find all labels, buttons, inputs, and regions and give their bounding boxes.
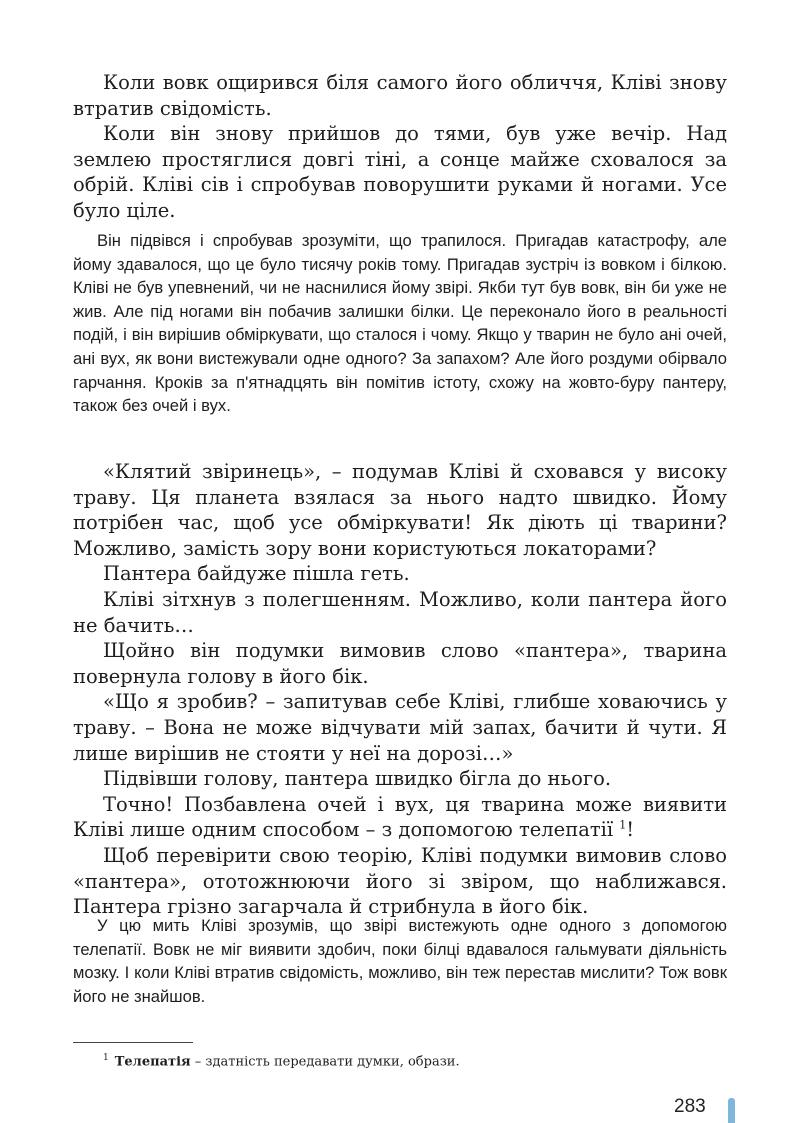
page-edge-marker — [728, 1098, 735, 1123]
footnote-number: 1 — [103, 1053, 109, 1063]
paragraph: Кліві зітхнув з полегшенням. Можливо, коли пантера його не бачить… — [73, 587, 727, 637]
story-block-1 — [73, 70, 727, 224]
paragraph: Підвівши голову, пантера швидко бігла до нього. — [103, 767, 612, 791]
paragraph: Коли вовк ощирився біля самого його обличчя, Кліві знову втратив свідомість. — [73, 71, 727, 120]
paragraph: Щоб перевірити свою теорію, Кліві подумки вимовив слово «пантера», ототожнюючи його зі звіром, що наближався. Пантера грізно загарчала й стрибнула в його бік. — [73, 843, 727, 919]
footnote-divider — [73, 1042, 193, 1043]
paragraph-text: Точно! Позбавлена очей і вух, ця тварина може виявити Кліві лише одним способом – з допомогою телепатії — [73, 792, 727, 842]
retold-block-1 — [73, 229, 727, 418]
paragraph: Коли він знову прийшов до тями, був уже вечір. Над землею простяглися довгі тіні, а сонце майже сховалося за обрій. Кліві сів і спробував поворушити руками й ногами. Усе було ціле. — [73, 122, 727, 222]
footnote-reference: 1 — [619, 818, 627, 832]
footnote-term: Телепатія — [114, 1054, 191, 1070]
paragraph-end: ! — [626, 818, 635, 842]
paragraph: «Що я зробив? – запитував себе Кліві, глибше ховаючись у траву. – Вона не може відчувати мій запах, бачити й чути. Я лише вирішив не стояти у неї на дорозі…» — [73, 690, 727, 765]
paragraph: Щойно він подумки вимовив слово «пантера», тварина повернула голову в його бік. — [73, 639, 727, 688]
footnote-definition: – здатність передавати думки, образи. — [190, 1054, 460, 1070]
paragraph: Пантера байдуже пішла геть. — [103, 562, 410, 586]
footnote — [103, 1049, 723, 1071]
story-block-2 — [73, 459, 727, 920]
paragraph — [73, 792, 727, 843]
page-number: 283 — [674, 1096, 706, 1117]
paragraph: Він підвівся і спробував зрозуміти, що трапилося. Пригадав катастрофу, але йому здавалося, що це було тисячу років тому. Пригадав зустріч із вовком і білкою. Кліві не був упевнений, чи не наснилися йому звірі. Якби тут був вовк, він би уже не жив. Але під ногами він побачив залишки білки. Це переконало його в реальності подій, і він вирішив обміркувати, що сталося і чому. Якщо у тварин не було ані очей, ані вух, як вони вистежували одне одного? За запахом? Але його роздуми обірвало гарчання. Кроків за п'ятнадцять він помітив істоту, схожу на жовто-буру пантеру, також без очей і вух. — [73, 231, 727, 416]
retold-block-2 — [73, 914, 727, 1008]
paragraph: «Клятий звіринець», – подумав Кліві й сховався у високу траву. Ця планета взялася за нього надто швидко. Йому потрібен час, щоб усе обміркувати! Як діють ці тварини? Можливо, замість зору вони користуються локаторами? — [73, 460, 727, 560]
paragraph: У цю мить Кліві зрозумів, що звірі вистежують одне одного з допомогою телепатії. Вовк не міг виявити здобич, поки білці вдавалося гальмувати діяльність мозку. І коли Кліві втратив свідомість, можливо, він теж перестав мислити? Тож вовк його не знайшов. — [73, 916, 727, 1006]
